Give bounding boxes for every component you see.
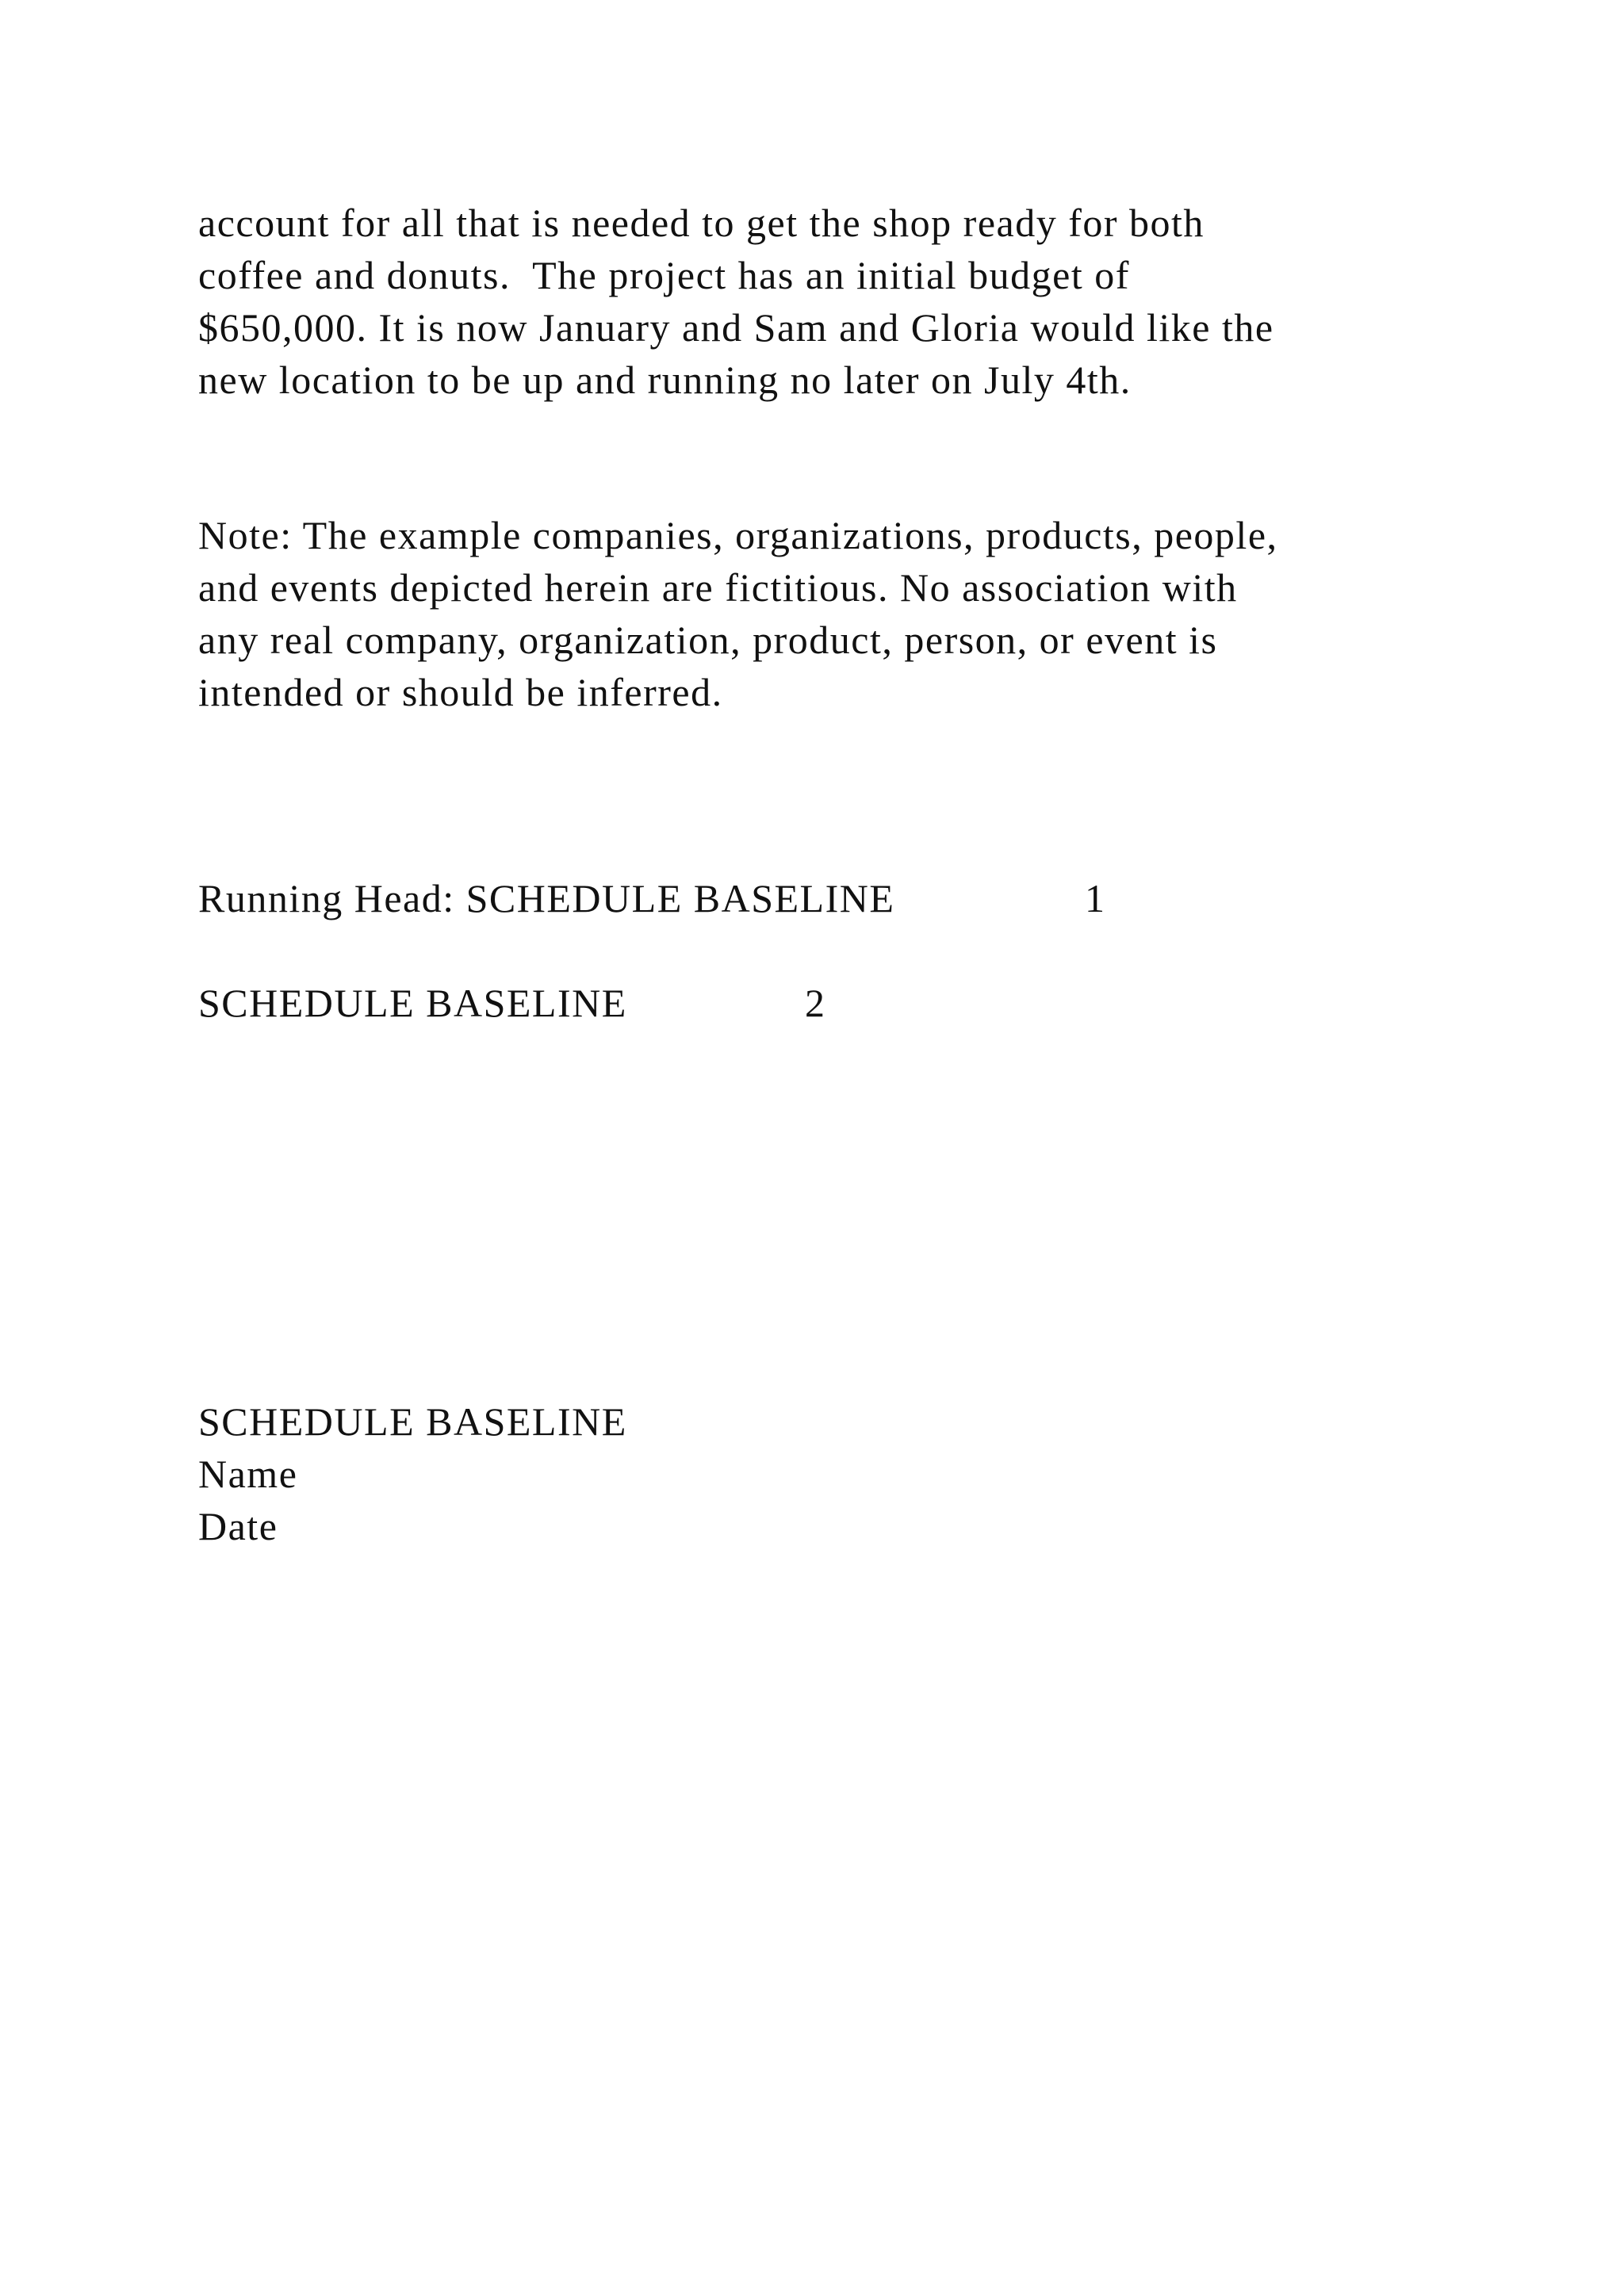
- note-line: and events depicted herein are fictitious. No association with: [198, 565, 1238, 610]
- note-line: Note: The example companies, organizations, products, people,: [198, 513, 1278, 557]
- intro-paragraph: [198, 197, 1274, 406]
- document-date: Date: [198, 1504, 278, 1548]
- running-head: [198, 872, 1106, 924]
- paragraph-line: new location to be up and running no later on July 4th.: [198, 358, 1132, 402]
- page-header-text: SCHEDULE BASELINE: [198, 981, 627, 1025]
- running-head-text: Running Head: SCHEDULE BASELINE: [198, 876, 895, 920]
- note-line: any real company, organization, product, person, or event is: [198, 618, 1218, 662]
- fictitious-note: [198, 509, 1278, 718]
- page-number: 2: [805, 981, 826, 1025]
- page-number: 1: [1085, 876, 1106, 920]
- page-header: [198, 977, 826, 1029]
- paragraph-line: account for all that is needed to get the shop ready for both: [198, 201, 1205, 245]
- document-title: SCHEDULE BASELINE: [198, 1399, 627, 1444]
- title-block: [198, 1395, 627, 1552]
- paragraph-line: coffee and donuts. The project has an initial budget of: [198, 253, 1130, 297]
- note-line: intended or should be inferred.: [198, 670, 723, 714]
- author-name: Name: [198, 1452, 298, 1496]
- paragraph-line: $650,000. It is now January and Sam and Gloria would like the: [198, 305, 1274, 350]
